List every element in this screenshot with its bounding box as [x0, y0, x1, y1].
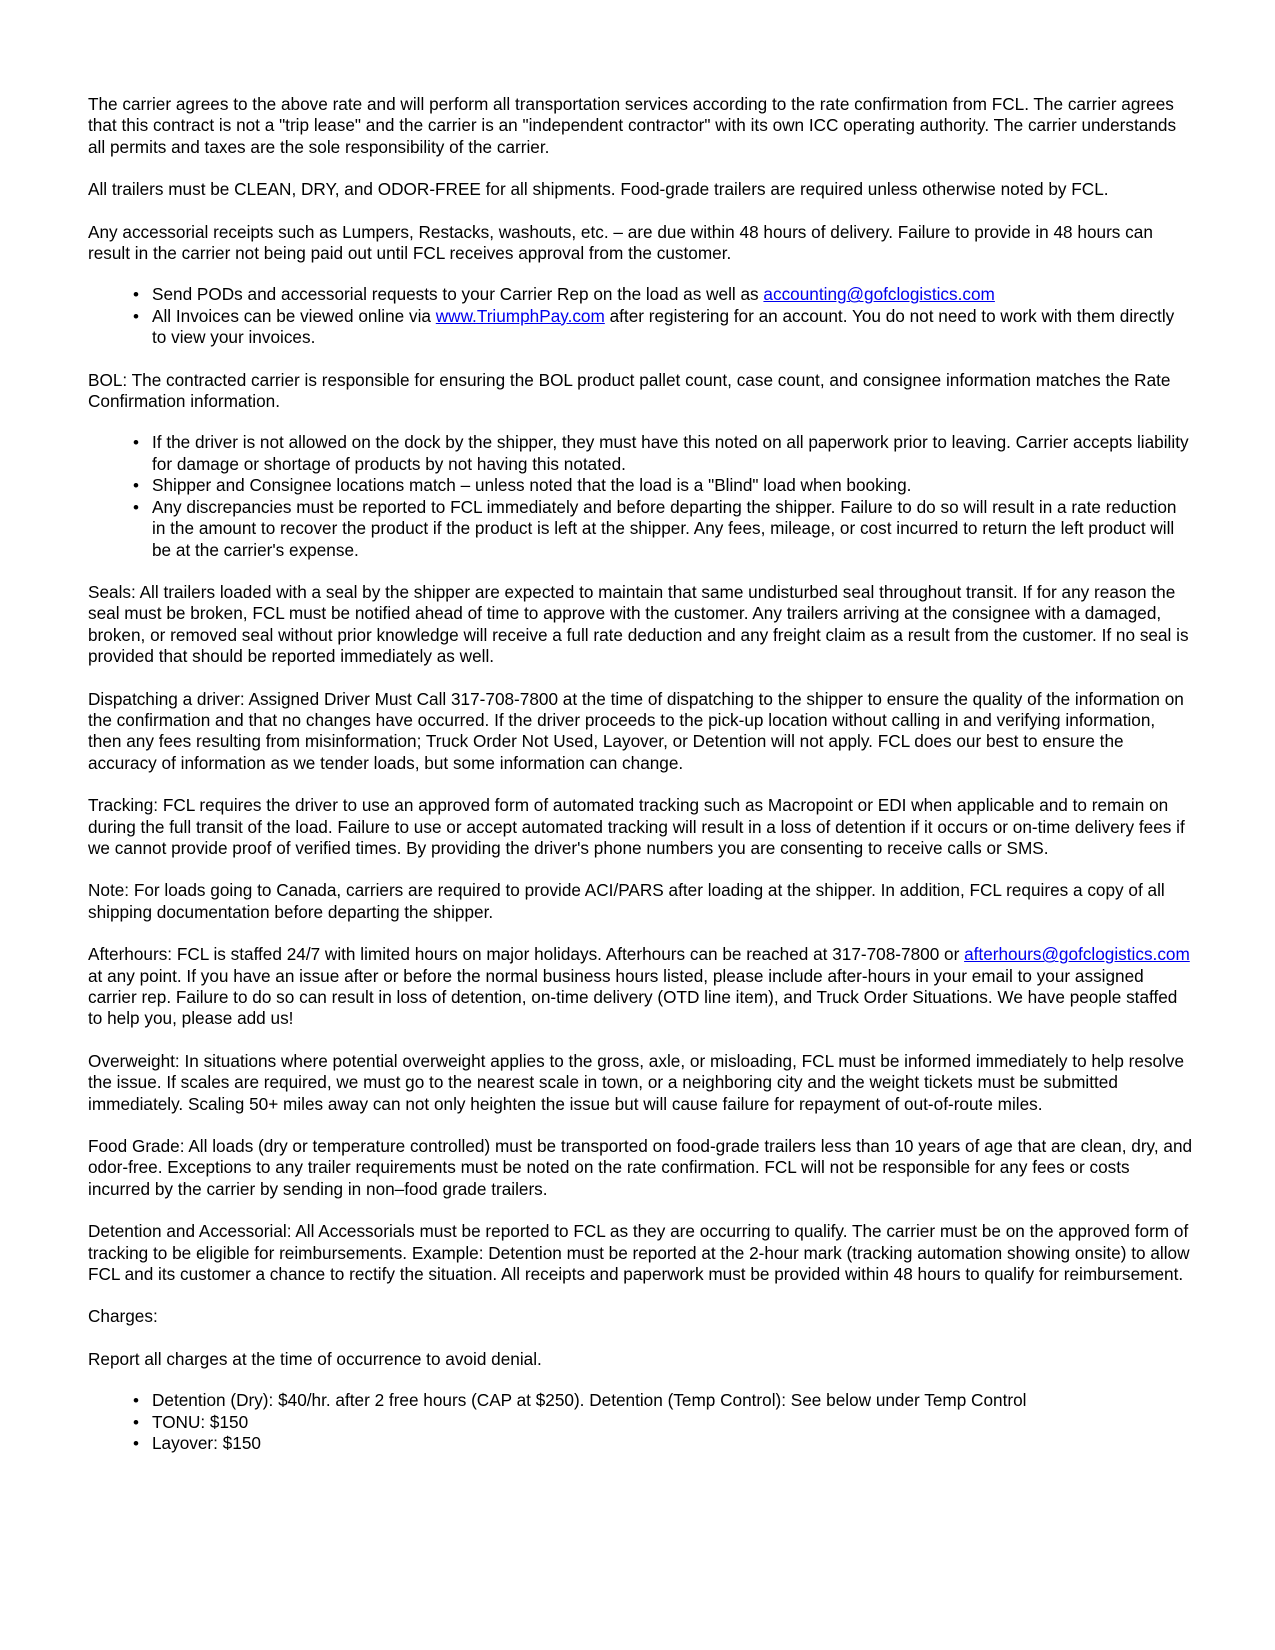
- bullet-icon: •: [133, 306, 139, 326]
- trailers-paragraph: All trailers must be CLEAN, DRY, and ODOR-FREE for all shipments. Food-grade trailers are required unless otherwise noted by FCL.: [88, 179, 1109, 200]
- list-item: [133, 475, 1193, 496]
- bullet-icon: •: [133, 1412, 139, 1432]
- canada-paragraph: Note: For loads going to Canada, carriers are required to provide ACI/PARS after loading at the shipper. In addition, FCL requires a copy of all shipping documentation before departing the shipper.: [88, 880, 1165, 922]
- charge-item-text: TONU: $150: [152, 1411, 249, 1432]
- bullet-icon: •: [133, 1434, 139, 1454]
- list-item: [133, 1412, 1193, 1433]
- document-page: [88, 94, 1193, 1476]
- charges-list: [88, 1390, 1193, 1454]
- charges-intro: Report all charges at the time of occurrence to avoid denial.: [88, 1348, 542, 1369]
- triumphpay-link[interactable]: www.TriumphPay.com: [435, 305, 605, 326]
- tracking-paragraph: Tracking: FCL requires the driver to use an approved form of automated tracking such as Macropoint or EDI when applicable and to remain on during the full transit of the load. Failure to use or accept automated tracking will result in a loss of detention if it occurs or on-time delivery fees if we cannot provide proof of verified times. By providing the driver's phone numbers you are consenting to receive calls or SMS.: [88, 795, 1185, 858]
- invoices-text-after: after registering for an account. You do not need to work with them directly to view your invoices.: [152, 305, 1175, 348]
- accounting-email-link[interactable]: accounting@gofclogistics.com: [763, 284, 995, 305]
- charge-item-text: Layover: $150: [152, 1433, 261, 1454]
- intro-paragraph: The carrier agrees to the above rate and will perform all transportation services according to the rate confirmation from FCL. The carrier agrees that this contract is not a "trip lease" and the carrier is an "independent contractor" with its own ICC operating authority. The carrier understands all permits and taxes are the sole responsibility of the carrier.: [88, 94, 1177, 157]
- submission-list: [88, 284, 1193, 348]
- afterhours-paragraph: [88, 944, 1193, 1030]
- list-item: [133, 1390, 1193, 1411]
- food-grade-paragraph: Food Grade: All loads (dry or temperature controlled) must be transported on food-grade trailers less than 10 years of age that are clean, dry, and odor-free. Exceptions to any trailer requirements must be noted on the rate confirmation. FCL will not be responsible for any fees or costs incurred by the carrier by sending in non–food grade trailers.: [88, 1136, 1193, 1199]
- list-item: [133, 1433, 1193, 1454]
- bol-item-text: If the driver is not allowed on the dock by the shipper, they must have this noted on all paperwork prior to leaving. Carrier accepts liability for damage or shortage of products by not having this notated.: [152, 432, 1189, 474]
- afterhours-text-after: at any point. If you have an issue after or before the normal business hours listed, please include after-hours in your email to your assigned carrier rep. Failure to do so can result in loss of detention, on-time delivery (OTD line item), and Truck Order Situations. We have people staffed to help you, please add us!: [88, 965, 1178, 1029]
- afterhours-email-link[interactable]: afterhours@gofclogistics.com: [964, 944, 1190, 965]
- charges-heading: Charges:: [88, 1306, 158, 1327]
- list-item: [133, 432, 1193, 475]
- dispatching-paragraph: Dispatching a driver: Assigned Driver Must Call 317-708-7800 at the time of dispatching to the shipper to ensure the quality of the information on the confirmation and that no changes have occurred. If the driver proceeds to the pick-up location without calling in and verifying information, then any fees resulting from misinformation; Truck Order Not Used, Layover, or Detention will not apply. FCL does our best to ensure the accuracy of information as we tender loads, but some information can change.: [88, 688, 1184, 773]
- list-item-pods: [133, 284, 1193, 305]
- list-item-invoices: [133, 306, 1193, 349]
- bol-paragraph: BOL: The contracted carrier is responsible for ensuring the BOL product pallet count, case count, and consignee information matches the Rate Confirmation information.: [88, 369, 1171, 412]
- invoices-text-before: All Invoices can be viewed online via: [152, 305, 436, 326]
- overweight-paragraph: Overweight: In situations where potential overweight applies to the gross, axle, or misloading, FCL must be informed immediately to help resolve the issue. If scales are required, we must go to the nearest scale in town, or a neighboring city and the weight tickets must be submitted immediately. Scaling 50+ miles away can not only heighten the issue but will cause failure for repayment of out-of-route miles.: [88, 1050, 1185, 1114]
- pods-text: Send PODs and accessorial requests to your Carrier Rep on the load as well as: [152, 284, 764, 305]
- bol-item-text: Any discrepancies must be reported to FCL immediately and before departing the shipper. Failure to do so will result in a rate reduction in the amount to recover the product if the product is left at the shipper. Any fees, mileage, or cost incurred to return the left product will be at the carrier's expense.: [152, 496, 1177, 560]
- bullet-icon: •: [133, 1391, 139, 1411]
- bol-item-text: Shipper and Consignee locations match – unless noted that the load is a "Blind" load when booking.: [152, 475, 912, 496]
- bullet-icon: •: [133, 476, 139, 496]
- accessorial-receipts-paragraph: Any accessorial receipts such as Lumpers, Restacks, washouts, etc. – are due within 48 hours of delivery. Failure to provide in 48 hours can result in the carrier not being paid out until FCL receives approval from the customer.: [88, 221, 1153, 264]
- charge-item-text: Detention (Dry): $40/hr. after 2 free hours (CAP at $250). Detention (Temp Control): See below under Temp Control: [152, 1390, 1027, 1411]
- afterhours-text-before: Afterhours: FCL is staffed 24/7 with limited hours on major holidays. Afterhours can be reached at 317-708-7800 or: [88, 944, 965, 965]
- bol-list: [88, 432, 1193, 560]
- bullet-icon: •: [133, 433, 139, 453]
- seals-paragraph: Seals: All trailers loaded with a seal by the shipper are expected to maintain that same undisturbed seal throughout transit. If for any reason the seal must be broken, FCL must be notified ahead of time to approve with the customer. Any trailers arriving at the consignee with a damaged, broken, or removed seal without prior knowledge will receive a full rate deduction and any freight claim as a result from the customer. If no seal is provided that should be reported immediately as well.: [88, 581, 1189, 667]
- bullet-icon: •: [133, 497, 139, 517]
- detention-accessorial-paragraph: Detention and Accessorial: All Accessorials must be reported to FCL as they are occurring to qualify. The carrier must be on the approved form of tracking to be eligible for reimbursements. Example: Detention must be reported at the 2-hour mark (tracking automation showing onsite) to allow FCL and its customer a chance to rectify the situation. All receipts and paperwork must be provided within 48 hours to qualify for reimbursement.: [88, 1221, 1190, 1285]
- list-item: [133, 497, 1193, 561]
- bullet-icon: •: [133, 285, 139, 305]
